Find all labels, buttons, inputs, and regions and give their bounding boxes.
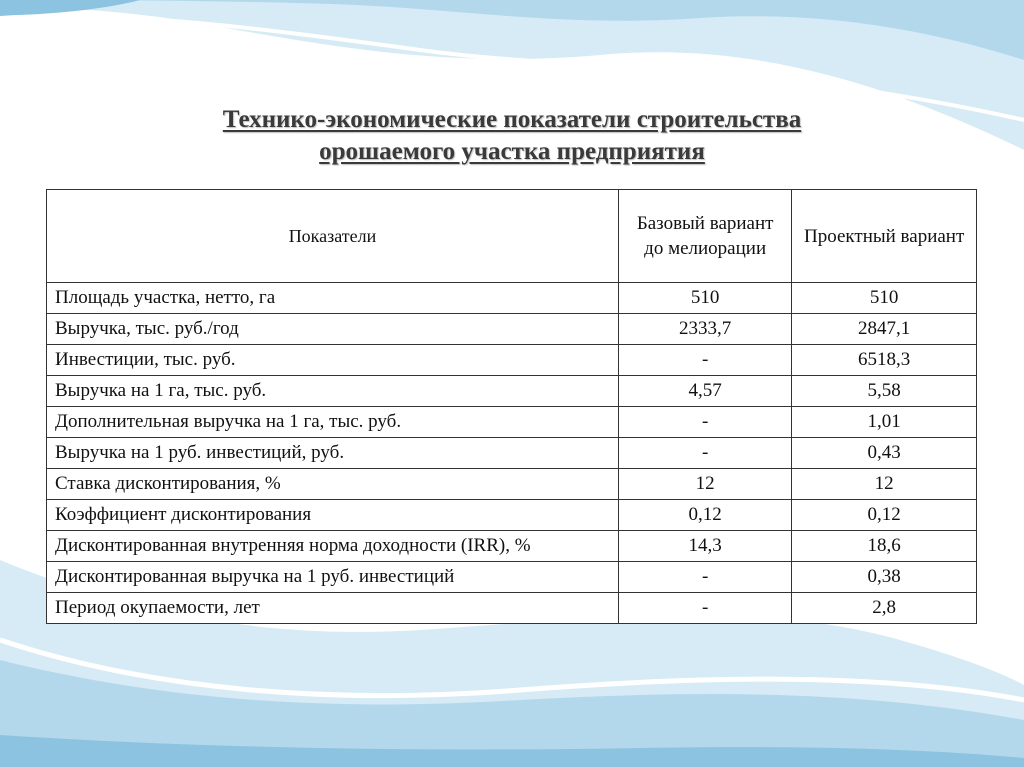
row-base-value: 4,57 xyxy=(618,376,791,407)
row-indicator: Площадь участка, нетто, га xyxy=(47,283,619,314)
row-base-value: - xyxy=(618,345,791,376)
row-indicator: Выручка на 1 га, тыс. руб. xyxy=(47,376,619,407)
table-row xyxy=(47,438,977,469)
row-base-value: - xyxy=(618,593,791,624)
table-row xyxy=(47,376,977,407)
row-base-value: 12 xyxy=(618,469,791,500)
indicators-table xyxy=(46,189,977,624)
header-project-variant: Проектный вариант xyxy=(792,190,977,283)
table-row xyxy=(47,531,977,562)
row-indicator: Коэффициент дисконтирования xyxy=(47,500,619,531)
table-row xyxy=(47,407,977,438)
row-project-value: 18,6 xyxy=(792,531,977,562)
table-row xyxy=(47,593,977,624)
row-indicator: Выручка, тыс. руб./год xyxy=(47,314,619,345)
row-indicator: Ставка дисконтирования, % xyxy=(47,469,619,500)
row-project-value: 1,01 xyxy=(792,407,977,438)
row-project-value: 0,12 xyxy=(792,500,977,531)
header-indicator: Показатели xyxy=(47,190,619,283)
row-indicator: Выручка на 1 руб. инвестиций, руб. xyxy=(47,438,619,469)
row-project-value: 510 xyxy=(792,283,977,314)
row-project-value: 2,8 xyxy=(792,593,977,624)
row-project-value: 0,38 xyxy=(792,562,977,593)
row-indicator: Инвестиции, тыс. руб. xyxy=(47,345,619,376)
slide-title xyxy=(0,104,1024,168)
table-row xyxy=(47,469,977,500)
table-row xyxy=(47,314,977,345)
header-base-variant: Базовый вариант до мелиорации xyxy=(618,190,791,283)
title-line-1: Технико-экономические показатели строительства xyxy=(222,106,802,133)
row-indicator: Период окупаемости, лет xyxy=(47,593,619,624)
row-base-value: - xyxy=(618,407,791,438)
row-indicator: Дисконтированная выручка на 1 руб. инвестиций xyxy=(47,562,619,593)
row-indicator: Дополнительная выручка на 1 га, тыс. руб. xyxy=(47,407,619,438)
row-base-value: 0,12 xyxy=(618,500,791,531)
row-project-value: 12 xyxy=(792,469,977,500)
table-row xyxy=(47,283,977,314)
row-base-value: 2333,7 xyxy=(618,314,791,345)
row-base-value: - xyxy=(618,562,791,593)
table-row xyxy=(47,500,977,531)
row-project-value: 0,43 xyxy=(792,438,977,469)
row-base-value: - xyxy=(618,438,791,469)
row-project-value: 5,58 xyxy=(792,376,977,407)
table-row xyxy=(47,562,977,593)
table-header-row xyxy=(47,190,977,283)
table-row xyxy=(47,345,977,376)
row-base-value: 510 xyxy=(618,283,791,314)
row-base-value: 14,3 xyxy=(618,531,791,562)
row-project-value: 2847,1 xyxy=(792,314,977,345)
row-indicator: Дисконтированная внутренняя норма доходности (IRR), % xyxy=(47,531,619,562)
row-project-value: 6518,3 xyxy=(792,345,977,376)
title-line-2: орошаемого участка предприятия xyxy=(319,138,705,165)
